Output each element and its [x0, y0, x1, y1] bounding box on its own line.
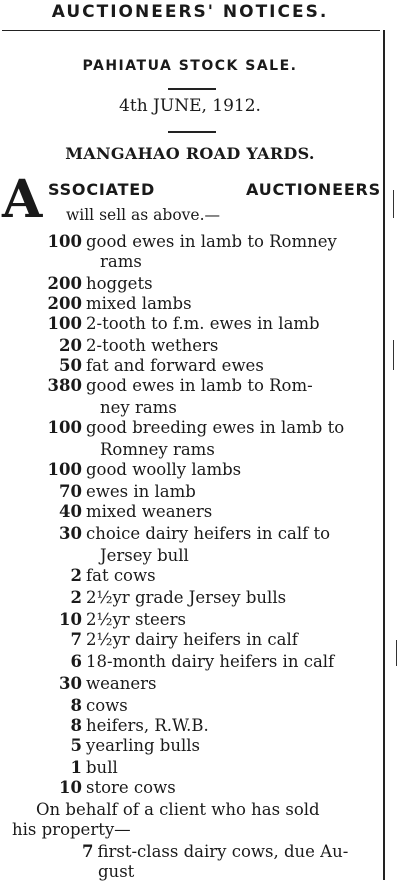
list-item: [0, 610, 186, 630]
list-item: [0, 758, 118, 778]
short-rule: [168, 88, 216, 90]
item-quantity: 100: [47, 418, 82, 437]
item-quantity: 8: [70, 716, 82, 735]
behalf-text: his property—: [12, 820, 131, 839]
column-tick: [393, 340, 394, 370]
list-item: [0, 314, 320, 334]
item-continuation: Romney rams: [100, 440, 215, 459]
behalf-text: On behalf of a client who has sold: [36, 800, 320, 819]
item-description: mixed lambs: [86, 294, 192, 313]
item-quantity: 200: [47, 294, 82, 313]
list-item: [0, 418, 344, 438]
sale-date: 4th JUNE, 1912.: [119, 96, 261, 116]
item-description: weaners: [86, 674, 157, 693]
list-item: [0, 274, 153, 294]
item-quantity: 380: [47, 376, 82, 395]
item-description: good ewes in lamb to Rom-: [86, 376, 313, 395]
list-item: [0, 294, 192, 314]
item-quantity: 40: [59, 502, 82, 521]
item-continuation: ney rams: [100, 398, 177, 417]
item-description: 2½yr dairy heifers in calf: [86, 630, 298, 649]
item-quantity: 10: [59, 610, 82, 629]
column-rule: [383, 30, 385, 880]
list-item: [0, 674, 156, 694]
item-description: first-class dairy cows, due Au-: [97, 842, 349, 861]
behalf-line: [36, 800, 320, 820]
item-quantity: 8: [70, 696, 82, 715]
item-quantity: 100: [47, 460, 82, 479]
item-description: 2½yr grade Jersey bulls: [86, 588, 287, 607]
item-quantity: 100: [47, 314, 82, 333]
auctioneer-name-right: AUCTIONEERS: [246, 180, 381, 199]
item-description: choice dairy heifers in calf to: [86, 524, 331, 543]
item-description: good ewes in lamb to Romney: [86, 232, 337, 251]
item-description: fat cows: [86, 566, 156, 585]
behalf-line: [12, 820, 131, 840]
list-item: [0, 336, 218, 356]
item-quantity: 7: [82, 842, 94, 861]
item-description: fat and forward ewes: [86, 356, 264, 375]
list-item: [0, 696, 128, 716]
list-item: [0, 232, 337, 252]
item-description: 18-month dairy heifers in calf: [86, 652, 335, 671]
item-quantity: 6: [70, 652, 82, 671]
list-item: [0, 524, 330, 544]
item-quantity: 50: [59, 356, 82, 375]
item-quantity: 1: [70, 758, 82, 777]
item-description: cows: [86, 696, 128, 715]
item-description: good woolly lambs: [86, 460, 242, 479]
sale-venue: MANGAHAO ROAD YARDS.: [65, 144, 315, 163]
item-quantity: 10: [59, 778, 82, 797]
list-item: [0, 502, 212, 522]
list-item: [0, 652, 334, 672]
auctioneer-name-left: SSOCIATED: [48, 180, 156, 199]
drop-cap: A: [2, 169, 43, 230]
sale-title: PAHIATUA STOCK SALE.: [82, 58, 298, 74]
header-rule: [2, 30, 380, 31]
item-description: yearling bulls: [86, 736, 201, 755]
item-quantity: 5: [70, 736, 82, 755]
item-quantity: 2: [70, 588, 82, 607]
item-description: 2-tooth wethers: [86, 336, 219, 355]
item-quantity: 30: [59, 674, 82, 693]
item-quantity: 100: [47, 232, 82, 251]
list-item: [0, 376, 313, 396]
item-description: store cows: [86, 778, 176, 797]
item-description: 2½yr steers: [86, 610, 186, 629]
list-item: [0, 778, 176, 798]
list-item: [0, 460, 241, 480]
item-quantity: 200: [47, 274, 82, 293]
item-description: bull: [86, 758, 118, 777]
item-description: 2-tooth to f.m. ewes in lamb: [86, 314, 320, 333]
list-item: [0, 588, 286, 608]
list-item: [0, 482, 196, 502]
item-quantity: 7: [70, 630, 82, 649]
list-item: [0, 356, 264, 376]
item-description: ewes in lamb: [86, 482, 196, 501]
item-quantity: 20: [59, 336, 82, 355]
item-continuation: Jersey bull: [100, 546, 189, 565]
item-quantity: 70: [59, 482, 82, 501]
column-tick: [393, 190, 394, 218]
item-description: good breeding ewes in lamb to: [86, 418, 345, 437]
item-quantity: 2: [70, 566, 82, 585]
item-continuation: rams: [100, 252, 142, 271]
intro-line: will sell as above.—: [66, 206, 221, 224]
item-continuation: gust: [98, 862, 135, 881]
list-item: [0, 630, 298, 650]
section-header: AUCTIONEERS' NOTICES.: [51, 2, 329, 22]
list-item: [82, 842, 348, 862]
list-item: [0, 716, 209, 736]
item-description: hoggets: [86, 274, 153, 293]
item-quantity: 30: [59, 524, 82, 543]
list-item: [0, 736, 200, 756]
list-item: [0, 566, 156, 586]
item-description: heifers, R.W.B.: [86, 716, 209, 735]
short-rule: [168, 131, 216, 133]
column-tick: [396, 640, 397, 666]
item-description: mixed weaners: [86, 502, 213, 521]
